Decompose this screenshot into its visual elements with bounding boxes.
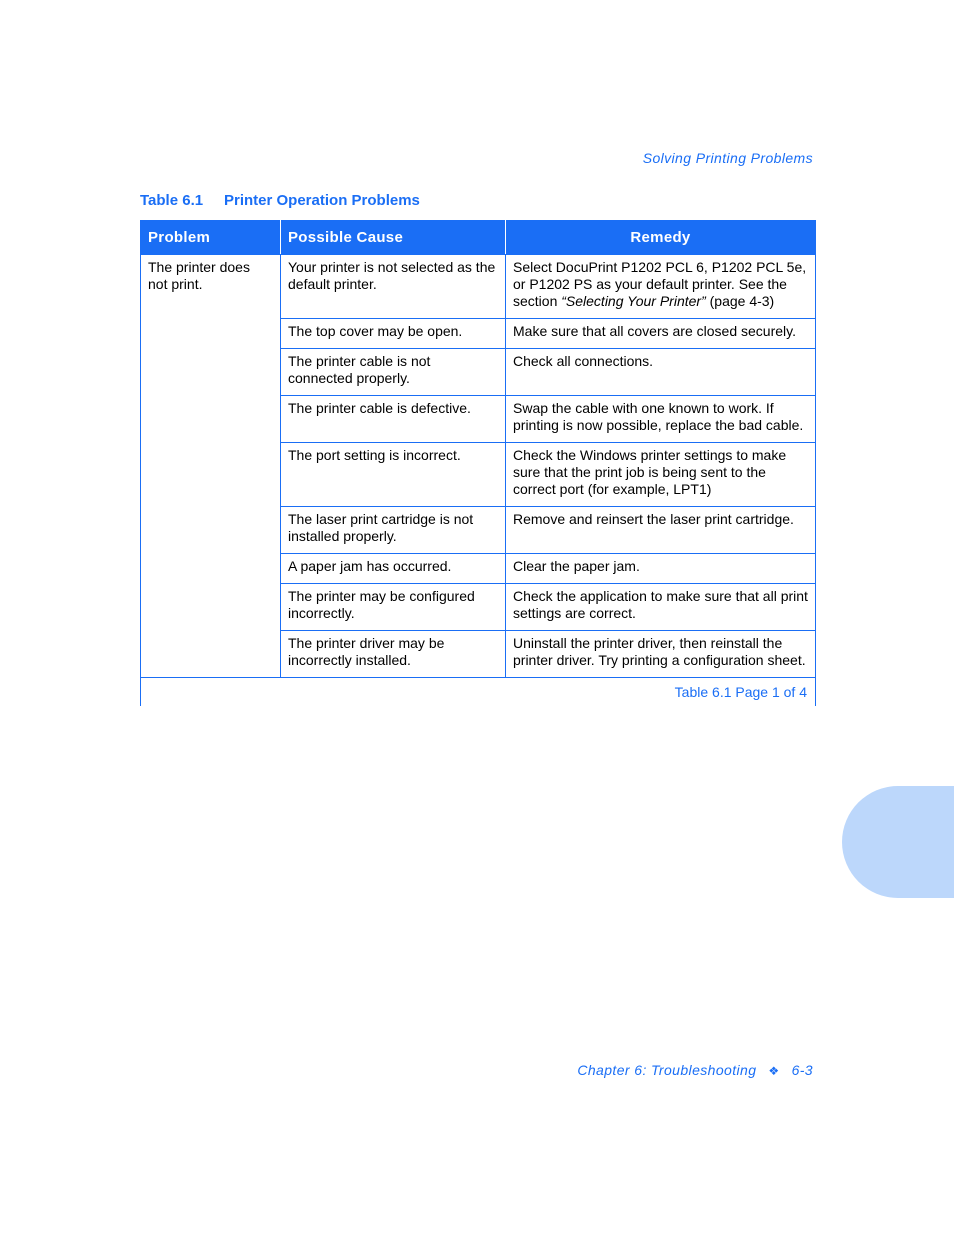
problem-cell: The printer does not print. [141,255,281,678]
running-header: Solving Printing Problems [642,150,813,166]
chapter-thumb-tab [842,786,954,898]
remedy-cell: Remove and reinsert the laser print cartridge. [506,507,816,554]
remedy-page-ref: (page 4-3) [705,293,775,309]
table-footer-row [141,678,816,707]
table-title: Printer Operation Problems [224,192,420,209]
running-footer [577,1062,813,1078]
remedy-cell: Uninstall the printer driver, then reinstall the printer driver. Try printing a configuration sheet. [506,631,816,678]
page-number: 6-3 [791,1062,813,1078]
remedy-cell: Clear the paper jam. [506,554,816,584]
remedy-cell: Swap the cable with one known to work. If printing is now possible, replace the bad cable. [506,396,816,443]
column-header-possible-cause: Possible Cause [281,221,506,255]
table-number: Table 6.1 [140,192,204,209]
cause-cell: The printer cable is defective. [281,396,506,443]
column-header-remedy: Remedy [506,221,816,255]
cause-cell: The printer driver may be incorrectly installed. [281,631,506,678]
cause-cell: A paper jam has occurred. [281,554,506,584]
remedy-cell: Make sure that all covers are closed securely. [506,319,816,349]
remedy-cell: Check the application to make sure that all print settings are correct. [506,584,816,631]
chapter-title: Chapter 6: Troubleshooting [577,1062,757,1078]
cause-cell: The laser print cartridge is not installed properly. [281,507,506,554]
table-header-row [141,221,816,255]
remedy-cell: Check the Windows printer settings to make sure that the print job is being sent to the correct port (for example, LPT1) [506,443,816,507]
cause-cell: The top cover may be open. [281,319,506,349]
cause-cell: Your printer is not selected as the default printer. [281,255,506,319]
table-caption [140,192,420,209]
cause-cell: The printer may be configured incorrectly. [281,584,506,631]
section-reference: “Selecting Your Printer” [561,293,706,309]
table-page-indicator: Table 6.1 Page 1 of 4 [141,678,816,707]
remedy-text: Select DocuPrint P1202 PCL 6, P1202 PCL 5e, or P1202 PS as your default printer. See the section [513,259,807,309]
remedy-cell [506,255,816,319]
cause-cell: The port setting is incorrect. [281,443,506,507]
diamond-separator-icon: ❖ [768,1064,780,1078]
column-header-problem: Problem [141,221,281,255]
table-row [141,255,816,319]
printer-operation-problems-table [140,220,816,706]
cause-cell: The printer cable is not connected properly. [281,349,506,396]
remedy-cell: Check all connections. [506,349,816,396]
